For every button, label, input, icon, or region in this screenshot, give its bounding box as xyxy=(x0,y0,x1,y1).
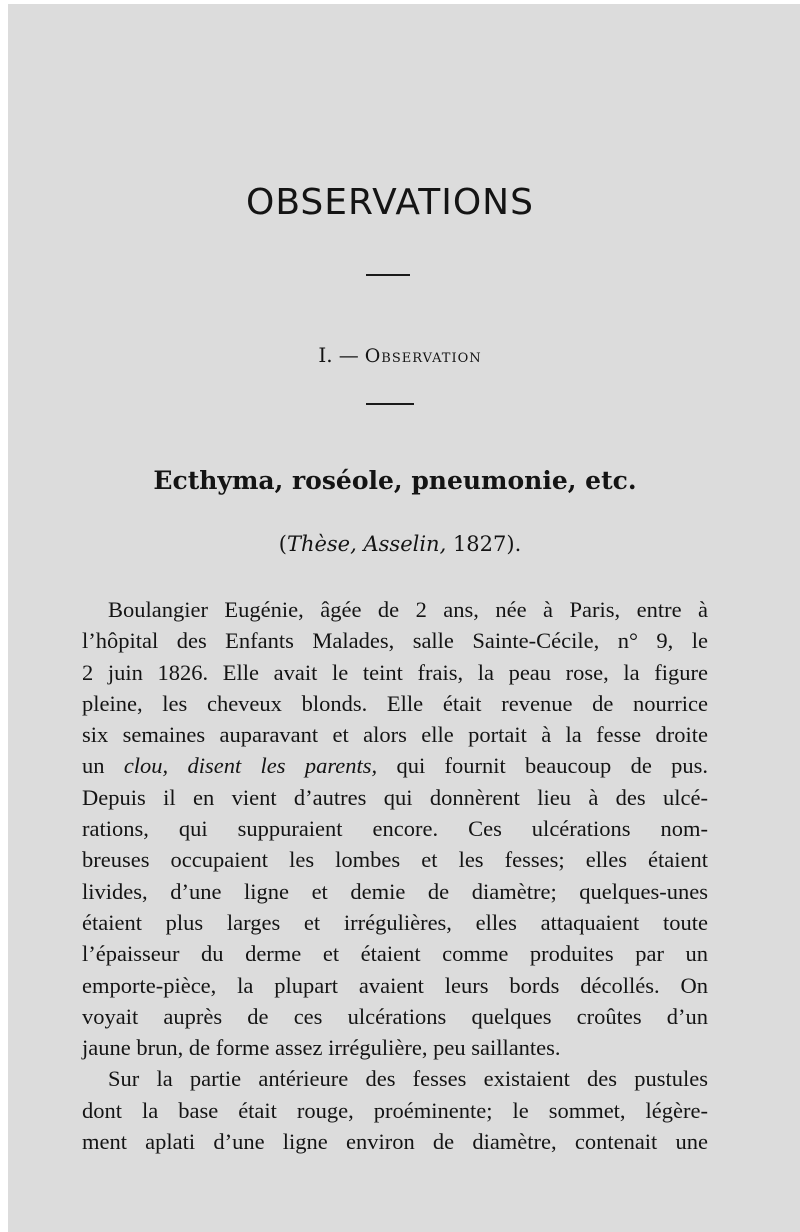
text-line: six semaines auparavant et alors elle portait à la fesse droite xyxy=(82,722,708,748)
text-line: l’épaisseur du derme et étaient comme produites par un xyxy=(82,941,708,967)
source-author: Asselin, xyxy=(363,532,447,556)
body-text xyxy=(82,594,708,1157)
text-line: l’hôpital des Enfants Malades, salle Sainte-Cécile, n° 9, le xyxy=(82,628,708,654)
text-run: un xyxy=(82,753,105,779)
italic-quote: clou, disent les parents, xyxy=(123,753,378,779)
source-close: ). xyxy=(506,532,522,556)
text-line: emporte-pièce, la plupart avaient leurs bords décollés. On xyxy=(82,972,708,998)
text-line: dont la base était rouge, proéminente; le sommet, légère- xyxy=(82,1097,708,1123)
source-open: ( xyxy=(278,532,287,556)
text-line: breuses occupaient les lombes et les fesses; elles étaient xyxy=(82,847,708,873)
text-line: 2 juin 1826. Elle avait le teint frais, la peau rose, la figure xyxy=(82,659,708,685)
observation-heading xyxy=(0,343,800,367)
text-line: étaient plus larges et irrégulières, elles attaquaient toute xyxy=(82,909,708,935)
title-divider xyxy=(366,274,410,276)
source-work: Thèse, xyxy=(286,532,357,556)
observation-label: Observation xyxy=(364,345,482,367)
observation-number: I. xyxy=(318,343,333,367)
source-year: 1827 xyxy=(452,532,507,556)
text-line: Boulangier Eugénie, âgée de 2 ans, née à Paris, entre à xyxy=(108,597,708,622)
text-line: rations, qui suppuraient encore. Ces ulcérations nom- xyxy=(82,816,708,842)
text-line: Sur la partie antérieure des fesses existaient des pustules xyxy=(108,1066,708,1092)
observation-dash: — xyxy=(338,343,359,367)
text-run: qui fournit beaucoup de pus. xyxy=(396,753,708,779)
text-line: pleine, les cheveux blonds. Elle était revenue de nourrice xyxy=(82,690,708,716)
text-line: jaune brun, de forme assez irrégulière, peu saillantes. xyxy=(82,1035,561,1061)
text-line: voyait auprès de ces ulcérations quelques croûtes d’un xyxy=(82,1003,708,1029)
text-line: livides, d’une ligne et demie de diamètre; quelques-unes xyxy=(82,878,708,904)
text-line: ment aplati d’une ligne environ de diamètre, contenait une xyxy=(82,1129,708,1155)
page-title: OBSERVATIONS xyxy=(246,182,534,223)
source-citation xyxy=(0,532,800,556)
heading-divider xyxy=(366,403,414,405)
text-line: Depuis il en vient d’autres qui donnèrent lieu à des ulcé- xyxy=(82,784,708,810)
page-edge-top xyxy=(0,0,800,4)
text-line xyxy=(82,750,708,781)
case-title: Ecthyma, roséole, pneumonie, etc. xyxy=(153,466,637,495)
